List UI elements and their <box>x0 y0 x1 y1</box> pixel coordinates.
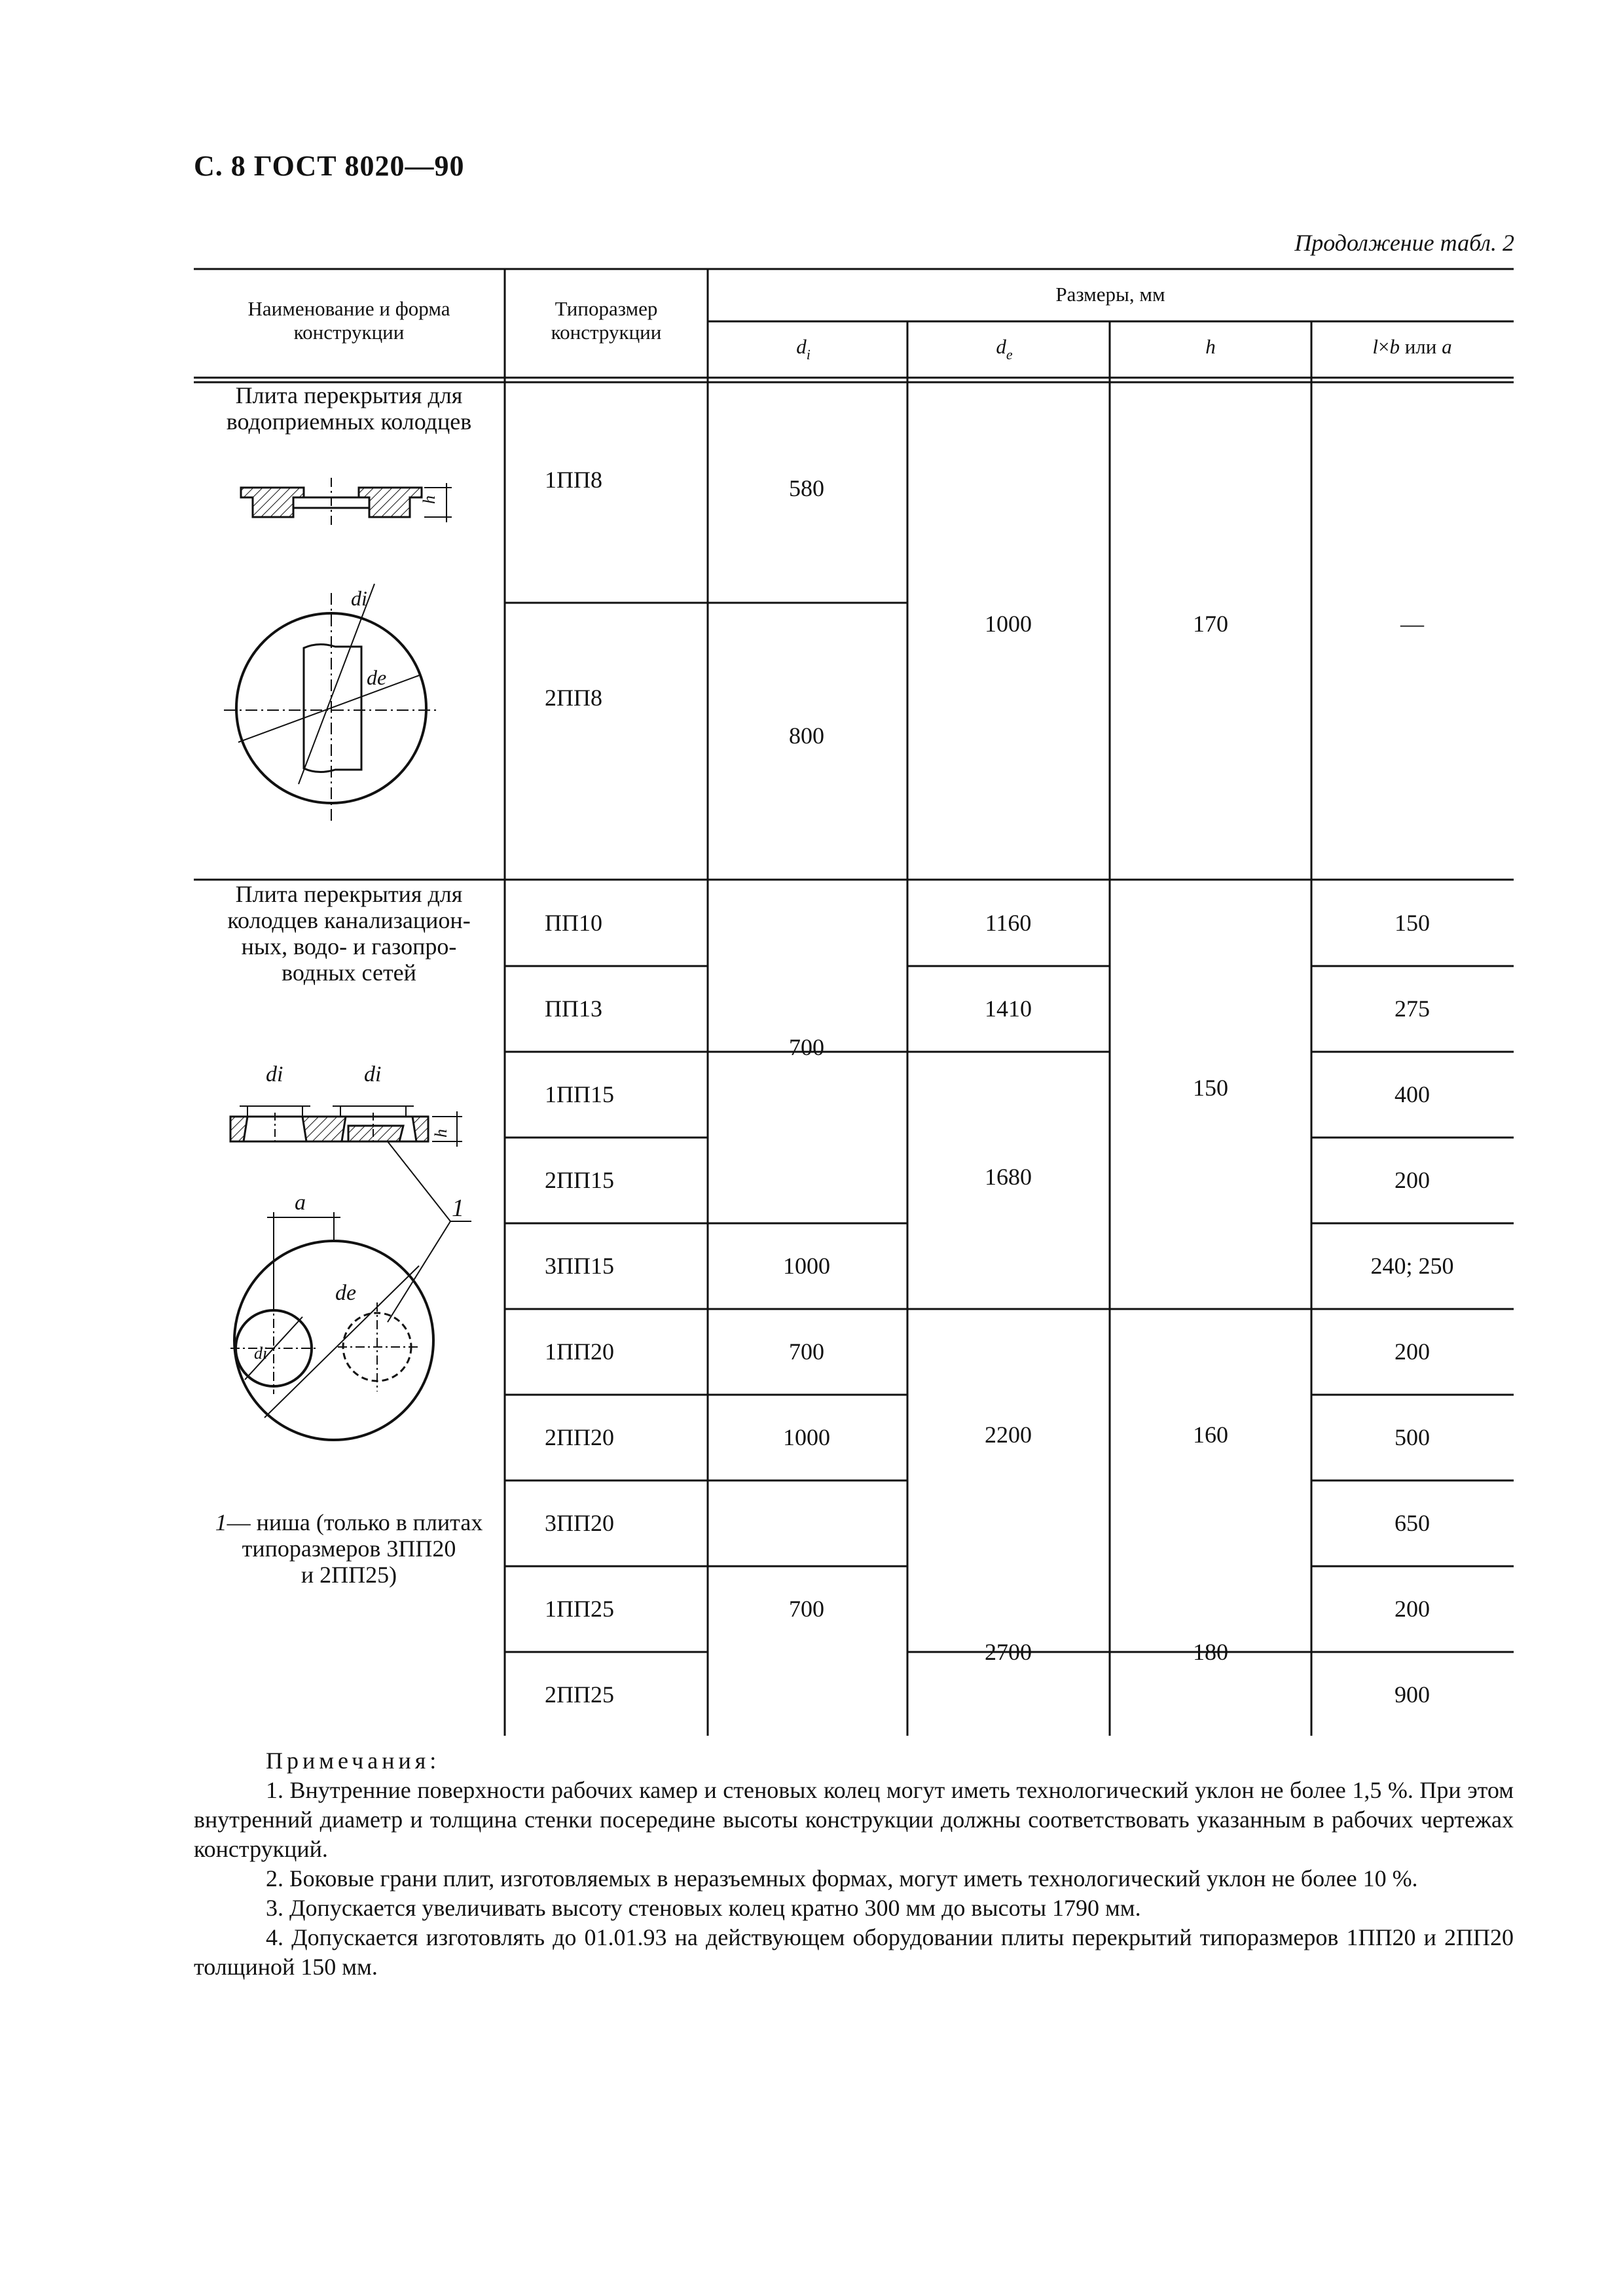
drawing2-a-label: a <box>295 1191 306 1215</box>
section2-lb-10: 900 <box>1395 1681 1430 1708</box>
section2-footnote-line1: 1— ниша (только в плитах <box>215 1509 483 1535</box>
note-item-4: 4. Допускается изготовлять до 01.01.93 на действующем оборудовании плиты перекрытий типоразмеров 1ПП20 и 2ПП20 толщиной 150 мм. <box>194 1924 1514 1980</box>
section2-name-line3: ных, водо- и газопро- <box>241 933 457 960</box>
col-name-header-line1: Наименование и форма <box>247 297 450 320</box>
section1-type-2: 2ПП8 <box>545 685 602 711</box>
col-type-header-line1: Типоразмер <box>555 297 658 320</box>
section2-lb-2: 275 <box>1395 996 1430 1022</box>
section1-di-1: 580 <box>789 475 824 501</box>
section1-di-2: 800 <box>789 723 824 749</box>
drawing2-di-label-left: di <box>266 1062 283 1086</box>
col-di-header: $d_i$ <box>796 335 811 363</box>
col-lb-header: l×b или a <box>1372 335 1452 358</box>
section2-di-group-3: 700 <box>789 1338 824 1365</box>
section2-de-group-5: 2700 <box>985 1639 1032 1665</box>
note-item-3: 3. Допускается увеличивать высоту стеновых колец кратно 300 мм до высоты 1790 мм. <box>266 1895 1141 1921</box>
section1-type-1: 1ПП8 <box>545 467 602 493</box>
section2-de-group-3: 1680 <box>985 1164 1032 1190</box>
section2-di-group-1: 700 <box>789 1034 824 1060</box>
section2-footnote-line3: и 2ПП25) <box>301 1562 397 1588</box>
section2-lb-7: 500 <box>1395 1424 1430 1450</box>
section2-type-7: 2ПП20 <box>545 1424 614 1450</box>
section2-name-line4: водных сетей <box>282 960 416 986</box>
section2-footnote-line2: типоразмеров 3ПП20 <box>242 1535 456 1562</box>
section2-type-10: 2ПП25 <box>545 1681 614 1708</box>
section2-name-line1: Плита перекрытия для <box>235 881 463 907</box>
section1-name-line1: Плита перекрытия для <box>235 382 463 408</box>
section2-de-group-1: 1160 <box>985 910 1032 936</box>
section2-lb-8: 650 <box>1395 1510 1430 1536</box>
drawing2-di-label-plan: di <box>254 1344 268 1363</box>
section2-type-9: 1ПП25 <box>545 1596 614 1622</box>
section2-h-group-1: 150 <box>1193 1075 1228 1101</box>
drawing1-di-label: di <box>351 586 367 610</box>
note-item-1: 1. Внутренние поверхности рабочих камер и стеновых колец могут иметь технологический уклон не более 1,5 %. При этом внутренний диаметр и толщина стенки посередине высоты конструкции должны соответствовать указанным в рабочих чертежах конструкций. <box>194 1777 1514 1862</box>
page-header: С. 8 ГОСТ 8020—90 <box>194 150 465 182</box>
col-name-header-line2: конструкции <box>293 321 405 344</box>
section2-type-6: 1ПП20 <box>545 1338 614 1365</box>
section2-lb-1: 150 <box>1395 910 1430 936</box>
section2-di-group-2: 1000 <box>783 1253 830 1279</box>
col-de-header: $d_e$ <box>996 335 1013 363</box>
section2-h-group-3: 180 <box>1193 1639 1228 1665</box>
plate-section-drawing-2 <box>230 1106 471 1221</box>
notes-title: Примечания: <box>266 1748 441 1774</box>
col-h-header: h <box>1205 335 1216 358</box>
section2-di-group-4: 1000 <box>783 1424 830 1450</box>
section2-type-2: ПП13 <box>545 996 602 1022</box>
section2-type-8: 3ПП20 <box>545 1510 614 1536</box>
section2-lb-5: 240; 250 <box>1370 1253 1454 1279</box>
notes-block <box>194 1746 1514 1982</box>
section2-type-5: 3ПП15 <box>545 1253 614 1279</box>
section2-de-group-4: 2200 <box>985 1422 1032 1448</box>
section2-lb-6: 200 <box>1395 1338 1430 1365</box>
section2-h-group-2: 160 <box>1193 1422 1228 1448</box>
plate-plan-drawing-2 <box>230 1212 450 1440</box>
note-item-2: 2. Боковые грани плит, изготовляемых в неразъемных формах, могут иметь технологический уклон не более 10 %. <box>266 1865 1418 1892</box>
drawing2-de-label: de <box>335 1281 357 1305</box>
continuation-label: Продолжение табл. 2 <box>1294 230 1514 256</box>
section2-di-group-5: 700 <box>789 1596 824 1622</box>
section2-de-group-2: 1410 <box>985 996 1032 1022</box>
section2-type-1: ПП10 <box>545 910 602 936</box>
section2-lb-3: 400 <box>1395 1081 1430 1107</box>
drawing1-de-label: de <box>367 666 387 689</box>
section2-lb-4: 200 <box>1395 1167 1430 1193</box>
col-type-header-line2: конструкции <box>551 321 662 344</box>
section1-de: 1000 <box>985 611 1032 637</box>
section2-type-3: 1ПП15 <box>545 1081 614 1107</box>
section2-type-4: 2ПП15 <box>545 1167 614 1193</box>
plate-plan-drawing-1 <box>224 584 439 822</box>
dimensions-header: Размеры, мм <box>1055 283 1165 306</box>
drawing2-callout-label: 1 <box>452 1194 464 1222</box>
drawing1-h-label: h <box>420 495 439 504</box>
section1-lb: — <box>1400 611 1424 637</box>
drawing2-di-label-right: di <box>364 1062 382 1086</box>
section1-h: 170 <box>1193 611 1228 637</box>
drawing2-h-label: h <box>431 1129 450 1138</box>
section2-lb-9: 200 <box>1395 1596 1430 1622</box>
section1-name-line2: водоприемных колодцев <box>226 408 472 435</box>
section2-name-line2: колодцев канализацион- <box>227 907 471 933</box>
